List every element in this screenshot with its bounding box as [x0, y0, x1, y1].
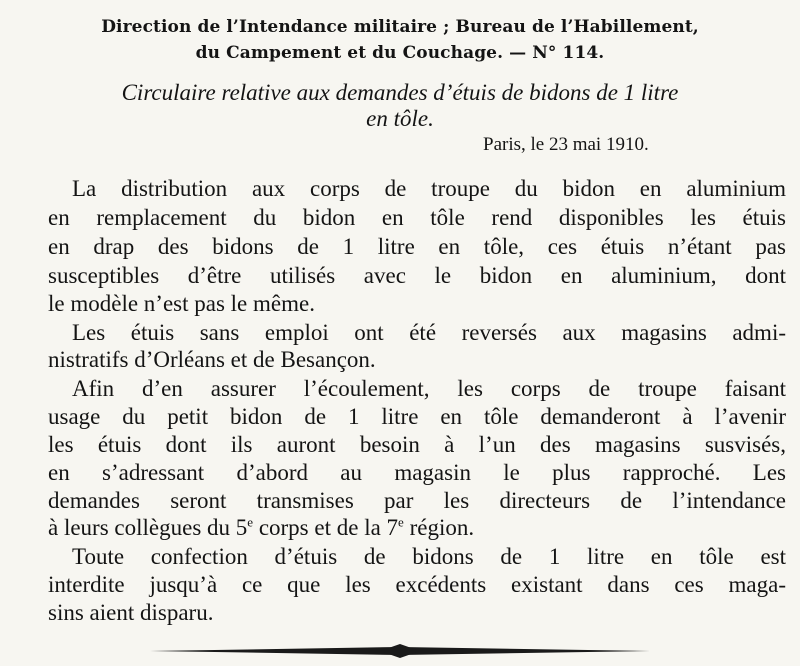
header-line-1: Direction de l’Intendance militaire ; Bureau de l’Habillement, [101, 17, 699, 37]
dateline: Paris, le 23 mai 1910. [483, 134, 649, 155]
text-segment: à leurs collègues du 5 [48, 515, 248, 540]
body-line: usage du petit bidon de 1 litre en tôle demanderont à l’avenir [48, 404, 786, 429]
body-line: demandes seront transmises par les directeurs de l’intendance [48, 488, 786, 513]
body-line-with-superscripts [48, 515, 786, 541]
superscript: e [398, 514, 404, 530]
body-line: le modèle n’est pas le même. [48, 291, 315, 316]
body-line: Afin d’en assurer l’écoulement, les corps de troupe faisant [72, 376, 786, 401]
header-line-2: du Campement et du Couchage. — N° 114. [195, 43, 605, 63]
body-line: en s’adressant d’abord au magasin le plus rapproché. Les [48, 460, 786, 485]
text-segment: région. [403, 515, 475, 540]
body-line: susceptibles d’être utilisés avec le bidon en aluminium, dont [48, 263, 786, 288]
circular-title-line-2: en tôle. [366, 106, 434, 131]
body-line: en drap des bidons de 1 litre en tôle, ces étuis n’étant pas [48, 234, 786, 259]
body-line: La distribution aux corps de troupe du bidon en aluminium [72, 176, 786, 201]
body-line: interdite jusqu’à ce que les excédents existant dans ces maga- [48, 572, 786, 597]
ornamental-divider [150, 644, 650, 658]
text-segment: corps et de la 7 [253, 515, 399, 540]
body-line: Les étuis sans emploi ont été reversés aux magasins admi- [72, 320, 786, 345]
superscript: e [247, 514, 254, 530]
circular-title-line-1: Circulaire relative aux demandes d’étuis de bidons de 1 litre [121, 80, 679, 105]
body-line: nistratifs d’Orléans et de Besançon. [48, 347, 376, 372]
body-line: en remplacement du bidon en tôle rend disponibles les étuis [48, 205, 786, 230]
body-line: les étuis dont ils auront besoin à l’un des magasins susvisés, [48, 432, 786, 457]
body-line: Toute confection d’étuis de bidons de 1 litre en tôle est [72, 544, 786, 569]
body-line: sins aient disparu. [48, 600, 214, 625]
